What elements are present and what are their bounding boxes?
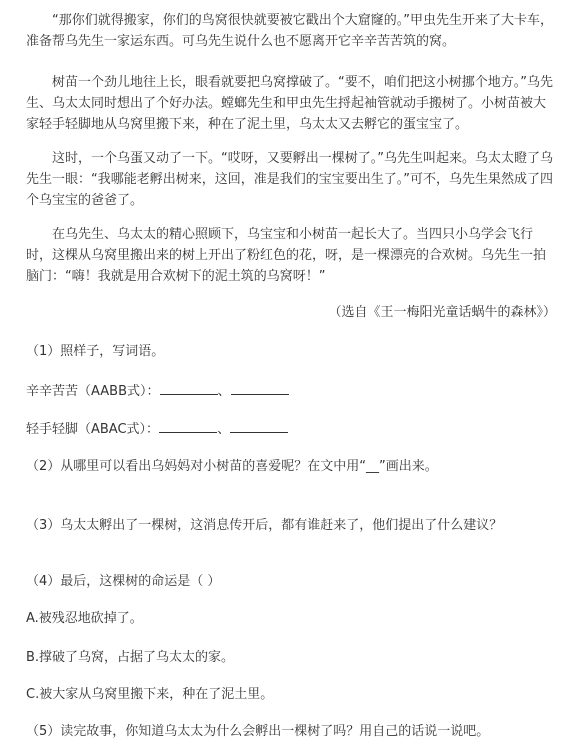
option-a: A.被残忍地砍掉了。	[26, 611, 143, 626]
question-1a	[26, 380, 556, 402]
answer-blank-1b-2[interactable]	[230, 418, 288, 433]
story-paragraph-4: 在乌先生、乌太太的精心照顾下，乌宝宝和小树苗一起长大了。当四只小乌学会飞行时，这棵从乌窝里搬出来的树上开出了粉红色的花，呀，是一棵漂亮的合欢树。乌先生一拍脑门：“嗨！我就是用合欢树下的泥土筑的乌窝呀！”	[26, 227, 547, 284]
question-3: （3）乌太太孵出了一棵树，这消息传开后，都有谁赶来了，他们提出了什么建议？	[26, 518, 503, 533]
story-paragraph-2: 树苗一个劲儿地往上长，眼看就要把乌窝撑破了。“要不，咱们把这小树挪个地方。”乌先生、乌太太同时想出了个好办法。螳螂先生和甲虫先生捋起袖管就动手搬树了。小树苗被大家轻手轻脚地从乌窝里搬下来，种在了泥土里，乌太太又去孵它的蛋宝宝了。	[26, 75, 553, 132]
option-c: C.被大家从乌窝里搬下来，种在了泥土里。	[26, 687, 274, 702]
question-1: （1）照样子，写词语。	[26, 344, 165, 359]
story-paragraph-3: 这时，一个乌蛋又动了一下。“哎呀，又要孵出一棵树了。”乌先生叫起来。乌太太瞪了乌先生一眼：“我哪能老孵出树来，这回，准是我们的宝宝要出生了。”可不，乌先生果然成了四个乌宝宝的爸爸了。	[26, 151, 553, 208]
question-1a-label: 辛辛苦苦（AABB式）：	[26, 384, 160, 399]
option-b: B.撑破了乌窝，占据了乌太太的家。	[26, 650, 235, 665]
question-1b-label: 轻手轻脚（ABAC式）：	[26, 422, 160, 437]
question-4: （4）最后，这棵树的命运是（ ）	[26, 574, 221, 589]
question-5: （5）读完故事，你知道乌太太为什么会孵出一棵树了吗？用自己的话说一说吧。	[26, 724, 490, 739]
separator: 、	[217, 422, 231, 437]
question-1b	[26, 418, 556, 440]
story-paragraph-1: “那你们就得搬家，你们的鸟窝很快就要被它戳出个大窟窿的。”甲虫先生开来了大卡车，准备帮乌先生一家运东西。可乌先生说什么也不愿离开它辛辛苦苦筑的窝。	[26, 13, 553, 49]
separator: 、	[217, 384, 231, 399]
answer-blank-1a-2[interactable]	[231, 380, 289, 395]
question-2: （2）从哪里可以看出乌妈妈对小树苗的喜爱呢？在文中用“__”画出来。	[26, 459, 438, 474]
story-source: （选自《王一梅阳光童话蜗牛的森林》）	[328, 305, 556, 320]
answer-blank-1a-1[interactable]	[160, 380, 218, 395]
answer-blank-1b-1[interactable]	[159, 418, 217, 433]
